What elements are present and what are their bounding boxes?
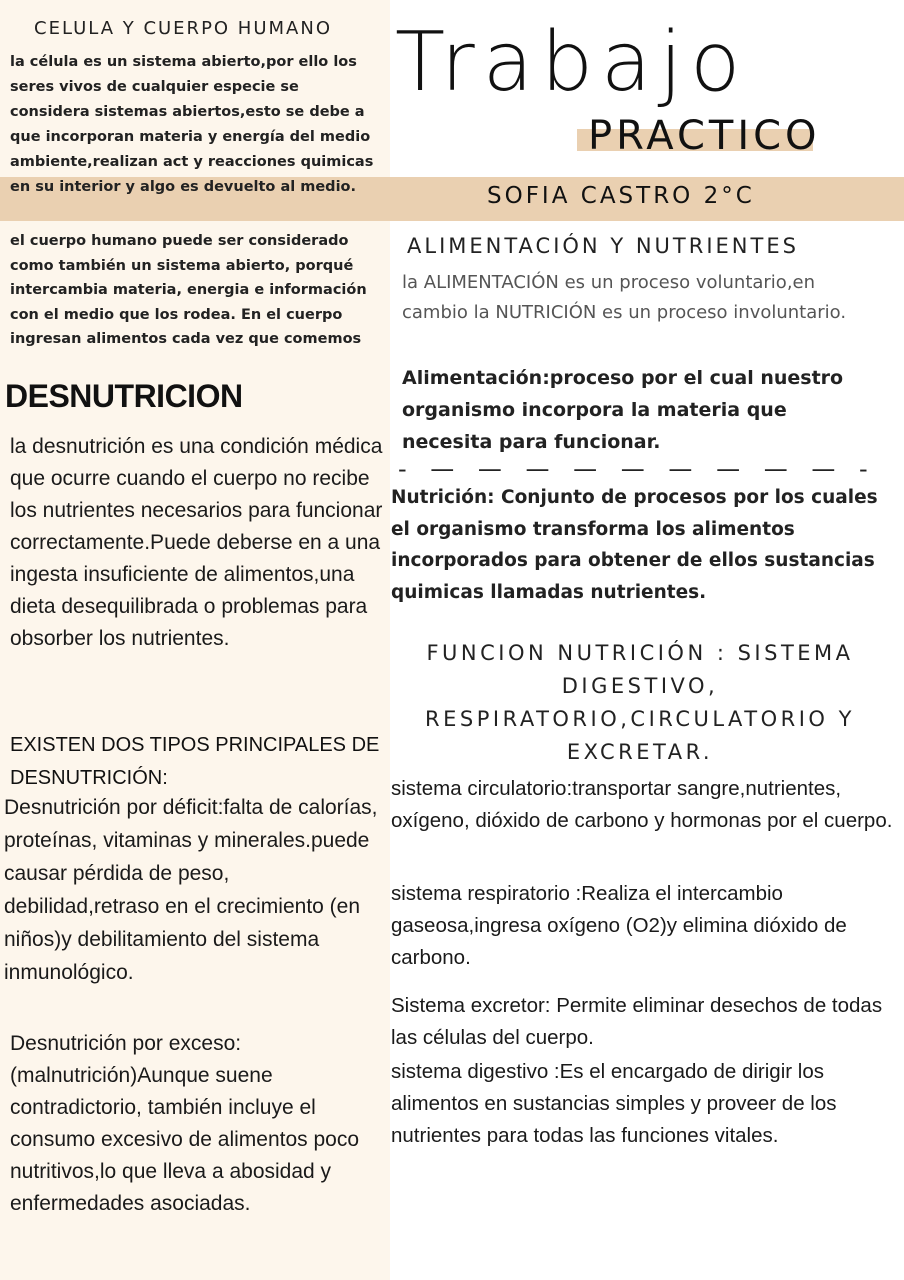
excretor-text: Sistema excretor: Permite eliminar desechos de todas las células del cuerpo. [391,994,883,1049]
circulatorio-text: sistema circulatorio:transportar sangre,nutrientes, oxígeno, dióxido de carbono y hormonas por el cuerpo. [391,777,893,832]
desnutricion-title: DESNUTRICION [5,378,243,414]
page-subtitle: PRACTICO [588,113,821,159]
nutricion-definition: Nutrición: Conjunto de procesos por los cuales el organismo transforma los alimentos incorporados para obtener de ellos sustancias quimicas llamadas nutrientes. [391,487,878,603]
tipos-title: EXISTEN DOS TIPOS PRINCIPALES DE DESNUTRICIÓN: [10,734,380,789]
alimentacion-title: ALIMENTACIÓN Y NUTRIENTES [407,234,799,258]
exceso-text: Desnutrición por exceso: (malnutrición)Aunque suene contradictorio, también incluye el consumo excesivo de alimentos poco nutritivos,lo que lleva a abosidad y enfermedades asociadas. [10,1032,360,1215]
respiratorio-text: sistema respiratorio :Realiza el intercambio gaseosa,ingresa oxígeno (O2)y elimina dióxido de carbono. [391,882,847,969]
deficit-text: Desnutrición por déficit:falta de calorías, proteínas, vitaminas y minerales.puede causar pérdida de peso, debilidad,retraso en el crecimiento (en niños)y debilitamiento del sistema inmunológico. [4,796,378,984]
author-name: SOFIA CASTRO 2°C [487,183,755,209]
alimentacion-definition: Alimentación:proceso por el cual nuestro organismo incorpora la materia que necesita para funcionar. [402,367,844,453]
celula-title: CELULA Y CUERPO HUMANO [34,18,332,39]
page-title: Trabajo [395,15,749,110]
digestivo-text: sistema digestivo :Es el encargado de dirigir los alimentos en sustancias simples y proveer de los nutrientes para todas las funciones vitales. [391,1060,837,1147]
dashed-divider: - — — — — — — — — — - [398,455,876,483]
alimentacion-intro: la ALIMENTACIÓN es un proceso voluntario,en cambio la NUTRICIÓN es un proceso involuntario. [402,272,847,323]
cuerpo-text: el cuerpo humano puede ser considerado como también un sistema abierto, porqué intercambia materia, energia e información con el medio que los rodea. En el cuerpo ingresan alimentos cada vez que comemos [10,233,367,347]
celula-text: la célula es un sistema abierto,por ello los seres vivos de cualquier especie se considera sistemas abiertos,esto se debe a que incorporan materia y energía del medio ambiente,realizan act y reacciones quimicas en su interior y algo es devuelto al medio. [10,54,374,195]
funcion-title: FUNCION NUTRICIÓN : SISTEMA DIGESTIVO, RESPIRATORIO,CIRCULATORIO Y EXCRETAR. [425,641,855,764]
desnutricion-text: la desnutrición es una condición médica que ocurre cuando el cuerpo no recibe los nutrientes necesarios para funcionar correctamente.Puede deberse en a una ingesta insuficiente de alimentos,una dieta desequilibrada o problemas para obsorber los nutrientes. [10,435,383,650]
